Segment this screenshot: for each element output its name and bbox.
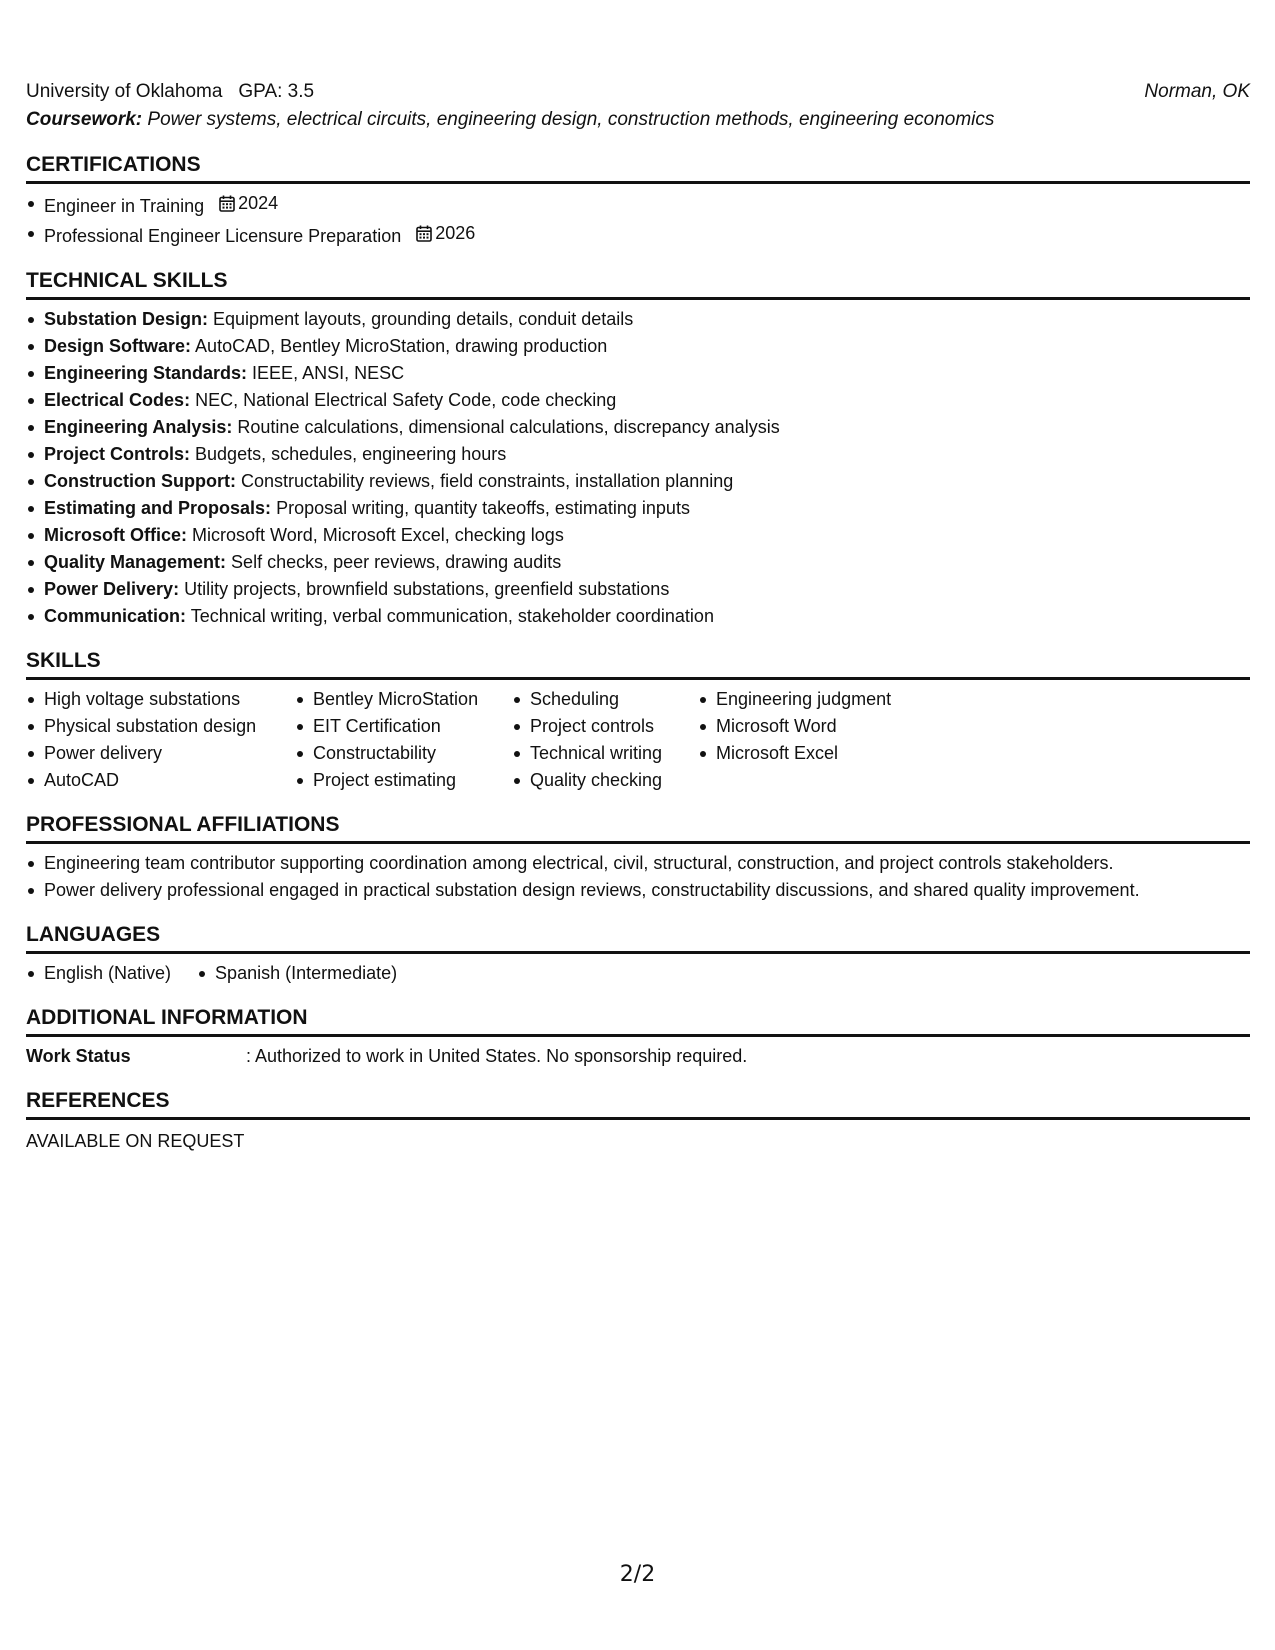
page-number: 2/2 — [619, 1562, 656, 1587]
certification-date — [416, 220, 475, 247]
languages-list — [26, 960, 1250, 987]
certification-name: Engineer in Training — [44, 196, 205, 216]
technical-skill-item — [44, 333, 1250, 360]
education-location: Norman, OK — [1144, 81, 1250, 102]
education-school-gpa — [26, 78, 314, 106]
certification-item — [44, 220, 1250, 250]
technical-skill-item — [44, 306, 1250, 333]
technical-skill-label: Estimating and Proposals: — [44, 498, 272, 518]
skills-grid — [26, 686, 1250, 794]
work-status-row — [26, 1043, 1250, 1070]
technical-skill-label: Microsoft Office: — [44, 525, 188, 545]
gpa: GPA: 3.5 — [238, 81, 315, 102]
technical-skill-text: AutoCAD, Bentley MicroStation, drawing production — [195, 336, 608, 356]
technical-skill-label: Design Software: — [44, 336, 192, 356]
section-title-skills: SKILLS — [26, 648, 1250, 680]
technical-skill-label: Quality Management: — [44, 552, 227, 572]
skill-item: Constructability — [313, 740, 512, 767]
skill-item: AutoCAD — [44, 767, 295, 794]
skill-item: Technical writing — [530, 740, 698, 767]
technical-skill-label: Communication: — [44, 606, 186, 626]
skill-item: Quality checking — [530, 767, 698, 794]
section-title-technical-skills: TECHNICAL SKILLS — [26, 268, 1250, 300]
technical-skill-item — [44, 441, 1250, 468]
references-text: AVAILABLE ON REQUEST — [26, 1131, 245, 1151]
certification-date — [219, 190, 278, 217]
technical-skill-label: Construction Support: — [44, 471, 236, 491]
section-title-languages: LANGUAGES — [26, 922, 1250, 954]
work-status-value: : Authorized to work in United States. No sponsorship required. — [246, 1046, 748, 1066]
skill-item: EIT Certification — [313, 713, 512, 740]
calendar-icon — [219, 195, 235, 212]
technical-skill-label: Project Controls: — [44, 444, 191, 464]
technical-skill-text: Microsoft Word, Microsoft Excel, checking logs — [192, 525, 564, 545]
skill-item: Project estimating — [313, 767, 512, 794]
skill-item: Physical substation design — [44, 713, 295, 740]
resume-page — [26, 78, 1250, 1155]
skill-item: Project controls — [530, 713, 698, 740]
skill-item: Power delivery — [44, 740, 295, 767]
technical-skill-item — [44, 549, 1250, 576]
technical-skill-item — [44, 603, 1250, 630]
technical-skill-text: Equipment layouts, grounding details, conduit details — [213, 309, 634, 329]
technical-skill-label: Substation Design: — [44, 309, 209, 329]
coursework-text: Power systems, electrical circuits, engineering design, construction methods, engineering economics — [147, 109, 995, 130]
section-title-additional-information: ADDITIONAL INFORMATION — [26, 1005, 1250, 1037]
technical-skill-text: Self checks, peer reviews, drawing audits — [231, 552, 562, 572]
skill-item: Engineering judgment — [716, 686, 956, 713]
technical-skill-text: Constructability reviews, field constraints, installation planning — [241, 471, 734, 491]
technical-skill-item — [44, 522, 1250, 549]
skills-column — [512, 686, 698, 794]
technical-skill-text: Utility projects, brownfield substations, greenfield substations — [184, 579, 670, 599]
certification-name: Professional Engineer Licensure Preparation — [44, 226, 402, 246]
calendar-icon — [416, 225, 432, 242]
language-item: English (Native) — [44, 960, 171, 987]
technical-skill-text: NEC, National Electrical Safety Code, code checking — [195, 390, 617, 410]
technical-skill-item — [44, 468, 1250, 495]
section-title-references: REFERENCES — [26, 1088, 1250, 1120]
coursework — [26, 106, 1250, 134]
technical-skill-item — [44, 576, 1250, 603]
section-title-affiliations: PROFESSIONAL AFFILIATIONS — [26, 812, 1250, 844]
certification-year: 2024 — [238, 193, 279, 213]
skill-item: Microsoft Excel — [716, 740, 956, 767]
skills-column — [698, 686, 956, 794]
technical-skill-text: Budgets, schedules, engineering hours — [195, 444, 507, 464]
technical-skill-item — [44, 360, 1250, 387]
skills-column — [26, 686, 295, 794]
coursework-label: Coursework: — [26, 109, 143, 130]
skill-item: Scheduling — [530, 686, 698, 713]
education-row — [26, 78, 1250, 106]
technical-skill-text: IEEE, ANSI, NESC — [252, 363, 405, 383]
certifications-list — [26, 190, 1250, 250]
technical-skill-text: Proposal writing, quantity takeoffs, estimating inputs — [276, 498, 690, 518]
certification-item — [44, 190, 1250, 220]
skills-column — [295, 686, 512, 794]
language-item: Spanish (Intermediate) — [215, 960, 397, 987]
affiliation-item: Engineering team contributor supporting coordination among electrical, civil, structural, construction, and project controls stakeholders. — [44, 850, 1250, 877]
technical-skill-label: Engineering Standards: — [44, 363, 248, 383]
technical-skill-label: Power Delivery: — [44, 579, 180, 599]
technical-skill-text: Technical writing, verbal communication, stakeholder coordination — [190, 606, 714, 626]
technical-skill-item — [44, 387, 1250, 414]
technical-skill-label: Engineering Analysis: — [44, 417, 233, 437]
technical-skill-item — [44, 414, 1250, 441]
work-status-label: Work Status — [26, 1046, 131, 1066]
affiliations-list — [26, 850, 1250, 904]
technical-skill-item — [44, 495, 1250, 522]
certification-year: 2026 — [435, 223, 476, 243]
skill-item: Bentley MicroStation — [313, 686, 512, 713]
skill-item: High voltage substations — [44, 686, 295, 713]
skill-item: Microsoft Word — [716, 713, 956, 740]
section-title-certifications: CERTIFICATIONS — [26, 152, 1250, 184]
technical-skill-label: Electrical Codes: — [44, 390, 191, 410]
technical-skill-text: Routine calculations, dimensional calculations, discrepancy analysis — [237, 417, 780, 437]
technical-skills-list — [26, 306, 1250, 630]
school-name: University of Oklahoma — [26, 81, 223, 102]
affiliation-item: Power delivery professional engaged in practical substation design reviews, constructability discussions, and shared quality improvement. — [44, 877, 1250, 904]
